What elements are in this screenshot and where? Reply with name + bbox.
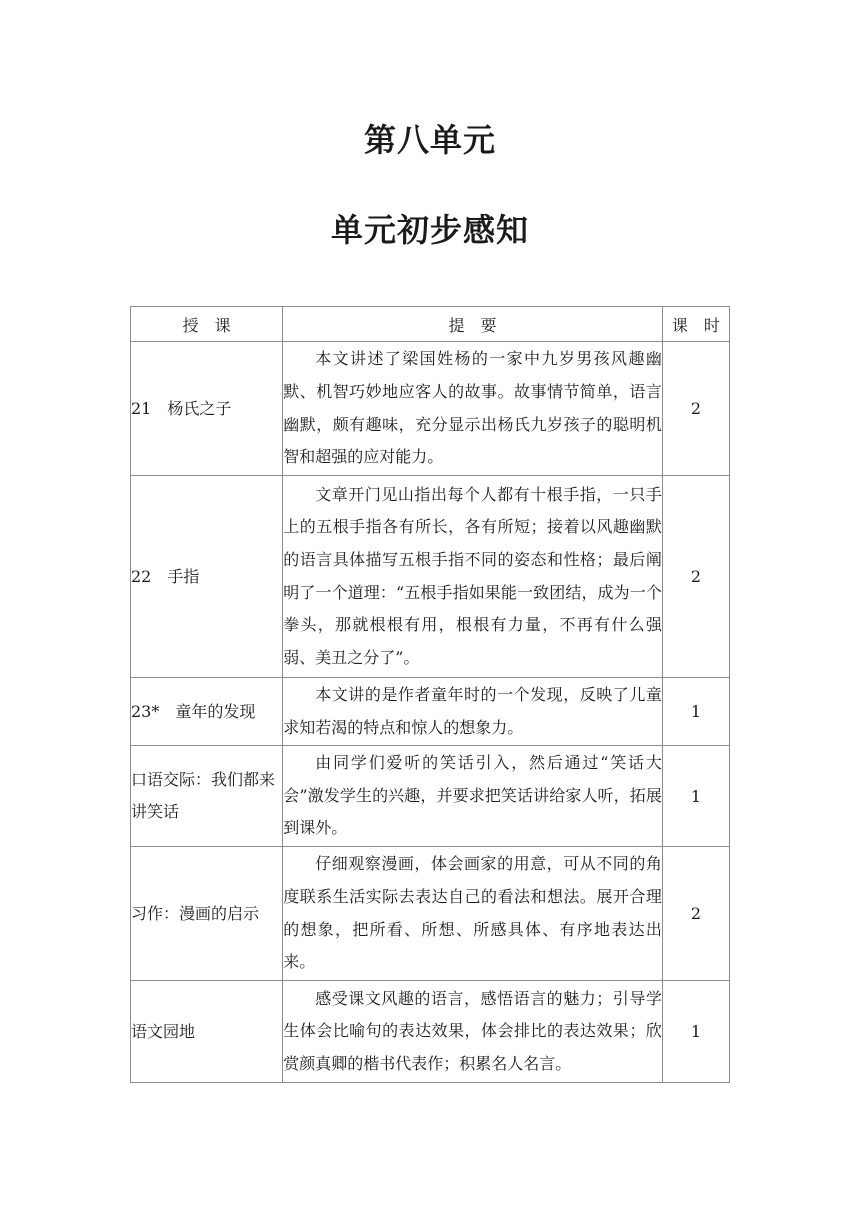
hours-cell: 1	[662, 981, 729, 1083]
summary-cell: 感受课文风趣的语言，感悟语言的魅力；引导学生体会比喻句的表达效果，体会排比的表达效果；欣赏颜真卿的楷书代表作；积累名人名言。	[283, 981, 663, 1083]
lesson-cell: 习作：漫画的启示	[131, 847, 283, 981]
table-row	[131, 746, 730, 847]
table-row	[131, 981, 730, 1083]
table-row	[131, 678, 730, 746]
lesson-cell: 21 杨氏之子	[131, 342, 283, 476]
hours-cell: 1	[662, 746, 729, 847]
hours-cell: 2	[662, 476, 729, 678]
summary-cell: 本文讲述了梁国姓杨的一家中九岁男孩风趣幽默、机智巧妙地应客人的故事。故事情节简单，语言幽默，颇有趣味，充分显示出杨氏九岁孩子的聪明机智和超强的应对能力。	[283, 342, 663, 476]
table-header-row	[131, 307, 730, 342]
unit-title: 第八单元	[363, 121, 496, 159]
header-hours: 课 时	[662, 307, 729, 342]
header-summary: 提 要	[283, 307, 663, 342]
table-row	[131, 476, 730, 678]
summary-cell: 文章开门见山指出每个人都有十根手指，一只手上的五根手指各有所长，各有所短；接着以风趣幽默的语言具体描写五根手指不同的姿态和性格；最后阐明了一个道理：“五根手指如果能一致团结，成为一个拳头，那就根根有用，根根有力量，不再有什么强弱、美丑之分了”。	[283, 476, 663, 678]
header-lesson: 授 课	[131, 307, 283, 342]
lesson-plan-table	[130, 306, 730, 1083]
section-title: 单元初步感知	[330, 211, 529, 249]
hours-cell: 2	[662, 342, 729, 476]
lesson-cell: 22 手指	[131, 476, 283, 678]
hours-cell: 2	[662, 847, 729, 981]
lesson-cell: 23* 童年的发现	[131, 678, 283, 746]
table-row	[131, 342, 730, 476]
lesson-cell: 语文园地	[131, 981, 283, 1083]
summary-cell: 仔细观察漫画，体会画家的用意，可从不同的角度联系生活实际去表达自己的看法和想法。展开合理的想象，把所看、所想、所感具体、有序地表达出来。	[283, 847, 663, 981]
lesson-cell: 口语交际：我们都来讲笑话	[131, 746, 283, 847]
hours-cell: 1	[662, 678, 729, 746]
table-row	[131, 847, 730, 981]
summary-cell: 本文讲的是作者童年时的一个发现，反映了儿童求知若渴的特点和惊人的想象力。	[283, 678, 663, 746]
summary-cell: 由同学们爱听的笑话引入，然后通过“笑话大会”激发学生的兴趣，并要求把笑话讲给家人听，拓展到课外。	[283, 746, 663, 847]
